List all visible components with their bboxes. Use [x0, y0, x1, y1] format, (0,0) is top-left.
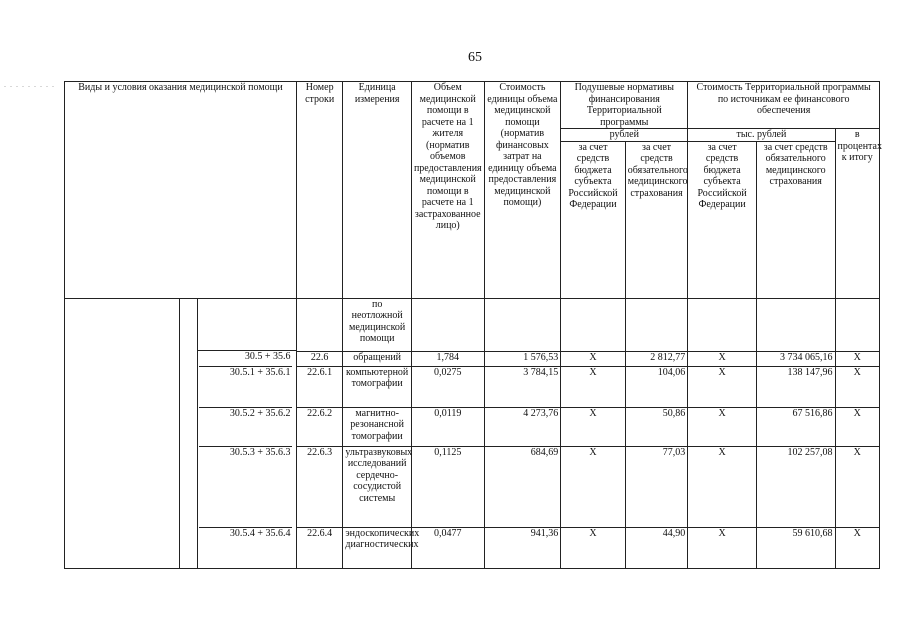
row-code: 30.5.1 + 35.6.1	[199, 366, 293, 379]
row-t-oms: 138 147,96	[756, 366, 835, 407]
row-cost: 3 784,15	[484, 366, 561, 407]
row-cost: 941,36	[484, 527, 561, 568]
blank-cell	[625, 298, 688, 351]
row-t-oms: 102 257,08	[756, 446, 835, 527]
page-number: 65	[468, 50, 482, 65]
row-volume: 1,784	[411, 351, 484, 366]
row-percent: X	[835, 407, 879, 446]
blank-cell	[411, 298, 484, 351]
financing-table	[64, 81, 880, 569]
row-pc-budget: X	[561, 351, 626, 366]
row-unit: магнитно-резонансной томографии	[343, 407, 412, 446]
header-per-capita-unit: рублей	[561, 129, 688, 142]
row-number: 22.6.3	[296, 446, 342, 527]
row-cost: 4 273,76	[484, 407, 561, 446]
row-volume: 0,0275	[411, 366, 484, 407]
row-pc-oms: 50,86	[625, 407, 688, 446]
row-t-budget: X	[688, 527, 757, 568]
row-volume: 0,0119	[411, 407, 484, 446]
scan-marks: . . . . . . . . .	[4, 80, 55, 89]
row-pc-budget: X	[561, 366, 626, 407]
row-cost: 1 576,53	[484, 351, 561, 366]
header-pc-budget: за счет средств бюджета субъекта Российской Федерации	[561, 141, 626, 298]
blank-cell	[561, 298, 626, 351]
blank-cell	[296, 298, 342, 351]
row-t-oms: 67 516,86	[756, 407, 835, 446]
row-t-budget: X	[688, 351, 757, 366]
blank-cell	[756, 298, 835, 351]
header-kind: Виды и условия оказания медицинской помощи	[65, 82, 297, 299]
row-code: 30.5 + 35.6	[244, 351, 291, 362]
row-volume: 0,1125	[411, 446, 484, 527]
blank-cell	[835, 298, 879, 351]
row-unit: ультразвуковых исследований сердечно-сосудистой системы	[343, 446, 412, 527]
header-cost: Стоимость единицы объема медицинской помощи (норматив финансовых затрат на единицу объема предоставления медицинской помощи)	[484, 82, 561, 299]
blank-cell	[688, 298, 757, 351]
row-number: 22.6.4	[296, 527, 342, 568]
header-per-capita: Подушевые нормативы финансирования Территориальной программы	[561, 82, 688, 129]
row-unit: обращений	[343, 351, 412, 366]
row-pc-oms: 77,03	[625, 446, 688, 527]
header-unit: Единица измерения	[343, 82, 412, 299]
row-code: 30.5.3 + 35.6.3	[199, 446, 293, 459]
row-t-budget: X	[688, 366, 757, 407]
section-label: по неотложной медицинской помощи	[343, 298, 412, 351]
header-territorial-unit: тыс. рублей	[688, 129, 835, 142]
row-code: 30.5.4 + 35.6.4	[199, 527, 293, 540]
row-pc-budget: X	[561, 446, 626, 527]
row-pc-budget: X	[561, 407, 626, 446]
row-t-budget: X	[688, 446, 757, 527]
row-cost: 684,69	[484, 446, 561, 527]
row-t-oms: 59 610,68	[756, 527, 835, 568]
row-t-oms: 3 734 065,16	[756, 351, 835, 366]
row-number: 22.6	[296, 351, 342, 366]
row-unit: компьютерной томографии	[343, 366, 412, 407]
header-territorial: Стоимость Территориальной программы по источникам ее финансового обеспечения	[688, 82, 880, 129]
row-pc-budget: X	[561, 527, 626, 568]
header-pc-oms: за счет средств обязательного медицинского страхования	[625, 141, 688, 298]
row-percent: X	[835, 351, 879, 366]
row-pc-oms: 44,90	[625, 527, 688, 568]
row-percent: X	[835, 527, 879, 568]
row-number: 22.6.2	[296, 407, 342, 446]
row-code: 30.5.2 + 35.6.2	[199, 407, 293, 420]
inner-line-1	[179, 299, 180, 568]
row-t-budget: X	[688, 407, 757, 446]
row-volume: 0,0477	[411, 527, 484, 568]
header-t-oms: за счет средств обязательного медицинского страхования	[756, 141, 835, 298]
header-volume: Объем медицинской помощи в расчете на 1 жителя (норматив объемов предоставления медицинской помощи в расчете на 1 застрахованное лицо)	[411, 82, 484, 299]
blank-cell	[484, 298, 561, 351]
divider	[198, 350, 297, 351]
header-row-number: Номер строки	[296, 82, 342, 299]
row-percent: X	[835, 366, 879, 407]
row-unit: эндоскопических диагностических	[343, 527, 412, 568]
row-pc-oms: 2 812,77	[625, 351, 688, 366]
row-number: 22.6.1	[296, 366, 342, 407]
header-percent: в процентах к итогу	[835, 129, 879, 299]
row-percent: X	[835, 446, 879, 527]
header-t-budget: за счет средств бюджета субъекта Российской Федерации	[688, 141, 757, 298]
row-pc-oms: 104,06	[625, 366, 688, 407]
